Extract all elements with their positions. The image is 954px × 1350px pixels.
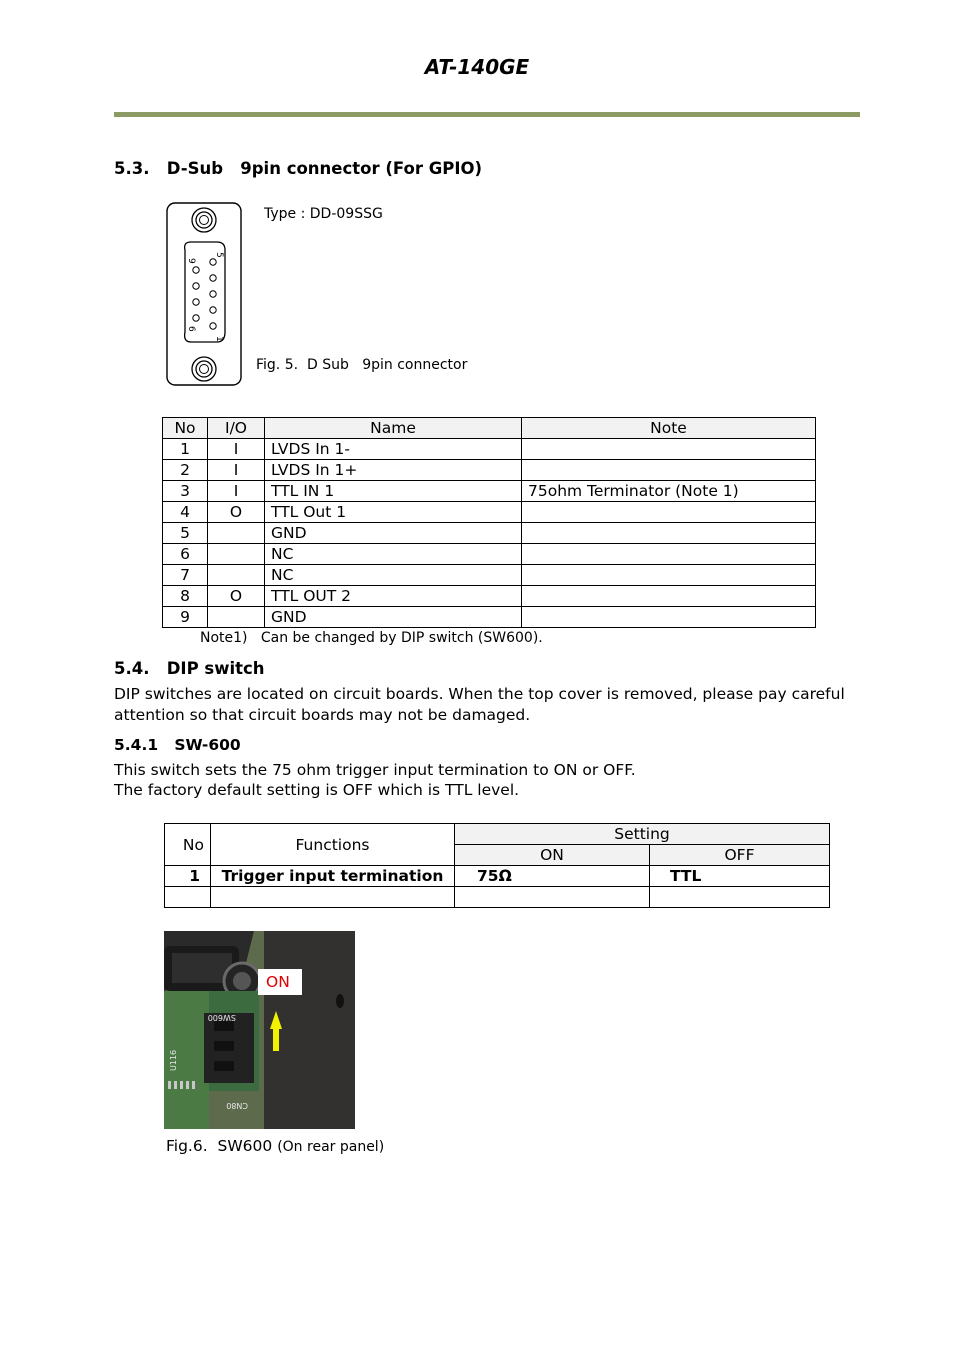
header-rule [114, 112, 860, 117]
sw600-description-line-2: The factory default setting is OFF which is TTL level. [114, 781, 520, 799]
pin-cell-io: O [208, 502, 265, 523]
dip-switch-paragraph-line-1: DIP switches are located on circuit boards. When the top cover is removed, please pay careful [114, 685, 845, 703]
pin-label-9: 9 [186, 258, 196, 264]
sw600-row-1-off: TTL [650, 866, 830, 887]
pin-cell-note [522, 607, 816, 628]
pin-cell-name: GND [265, 607, 522, 628]
pin-table-row [163, 439, 816, 460]
document-header-title: AT-140GE [424, 55, 530, 79]
pin-cell-name: NC [265, 544, 522, 565]
section-5-3-heading: 5.3. D-Sub 9pin connector (For GPIO) [114, 159, 483, 178]
pin-cell-note [522, 439, 816, 460]
pin-cell-no: 5 [163, 523, 208, 544]
pin-cell-io: I [208, 439, 265, 460]
col-header-io: I/O [208, 418, 265, 439]
pin-label-5: 5 [214, 252, 224, 258]
pin-cell-io: O [208, 586, 265, 607]
pin-cell-no: 3 [163, 481, 208, 502]
pin-cell-note [522, 586, 816, 607]
pin-cell-io [208, 607, 265, 628]
pin-table-row [163, 607, 816, 628]
pin-cell-name: LVDS In 1- [265, 439, 522, 460]
pin-cell-io: I [208, 460, 265, 481]
pin-cell-no: 6 [163, 544, 208, 565]
photo-on-label: ON [258, 969, 302, 995]
pin-table-row [163, 481, 816, 502]
sw600-col-header-functions: Functions [211, 824, 455, 866]
pin-cell-no: 1 [163, 439, 208, 460]
sw600-photo [164, 931, 355, 1129]
pin-cell-note [522, 460, 816, 481]
pin-table-row [163, 523, 816, 544]
sw600-table-header-row [165, 824, 830, 845]
pin-assignment-table [162, 417, 816, 628]
pin-label-6: 6 [186, 326, 196, 332]
board-label-u116: U116 [169, 1049, 178, 1071]
section-5-4-heading: 5.4. DIP switch [114, 659, 265, 678]
pin-cell-no: 9 [163, 607, 208, 628]
pin-table-header-row [163, 418, 816, 439]
pin-cell-no: 4 [163, 502, 208, 523]
figure-6-caption-main: Fig.6. SW600 [166, 1137, 273, 1155]
figure-6-caption-note: (On rear panel) [277, 1139, 385, 1155]
pin-cell-io [208, 565, 265, 586]
pin-cell-no: 2 [163, 460, 208, 481]
pin-table-row [163, 460, 816, 481]
col-header-no: No [163, 418, 208, 439]
pin-cell-name: LVDS In 1+ [265, 460, 522, 481]
section-5-4-1-heading: 5.4.1 SW-600 [114, 736, 241, 754]
sw600-table-row-1 [165, 866, 830, 887]
sw600-row-1-function: Trigger input termination [211, 866, 455, 887]
pin-cell-no: 7 [163, 565, 208, 586]
sw600-col-header-on: ON [455, 845, 650, 866]
dsub-connector-figure [165, 202, 243, 387]
col-header-note: Note [522, 418, 816, 439]
sw600-col-header-setting: Setting [455, 824, 830, 845]
pin-cell-no: 8 [163, 586, 208, 607]
sw600-col-header-no: No [165, 824, 211, 866]
pin-table-row [163, 502, 816, 523]
connector-type-label: Type : DD-09SSG [264, 206, 383, 222]
pin-cell-note [522, 565, 816, 586]
pin-cell-io [208, 523, 265, 544]
pin-table-note: Note1) Can be changed by DIP switch (SW600). [200, 630, 543, 646]
sw600-col-header-off: OFF [650, 845, 830, 866]
pin-cell-name: GND [265, 523, 522, 544]
pin-cell-io: I [208, 481, 265, 502]
pin-cell-name: NC [265, 565, 522, 586]
figure-6-caption [166, 1137, 384, 1155]
col-header-name: Name [265, 418, 522, 439]
pin-cell-name: TTL OUT 2 [265, 586, 522, 607]
sw600-table-row-empty [165, 887, 830, 908]
pin-label-1: 1 [214, 336, 224, 342]
sw600-row-1-on: 75Ω [455, 866, 650, 887]
pin-table-row [163, 586, 816, 607]
pin-table-row [163, 544, 816, 565]
figure-5-caption: Fig. 5. D Sub 9pin connector [256, 357, 468, 373]
pin-cell-io [208, 544, 265, 565]
sw600-row-1-no: 1 [165, 866, 211, 887]
pin-cell-note: 75ohm Terminator (Note 1) [522, 481, 816, 502]
pin-cell-note [522, 544, 816, 565]
sw600-settings-table [164, 823, 830, 908]
sw600-description-line-1: This switch sets the 75 ohm trigger input termination to ON or OFF. [114, 761, 636, 779]
pin-table-row [163, 565, 816, 586]
dip-switch-paragraph-line-2: attention so that circuit boards may not be damaged. [114, 706, 531, 724]
pin-cell-note [522, 502, 816, 523]
board-label-cn80: CN80 [226, 1101, 248, 1110]
pin-cell-name: TTL IN 1 [265, 481, 522, 502]
on-direction-arrow-shaft [273, 1029, 279, 1051]
board-label-sw600: SW600 [207, 1013, 236, 1022]
pin-cell-note [522, 523, 816, 544]
pin-cell-name: TTL Out 1 [265, 502, 522, 523]
